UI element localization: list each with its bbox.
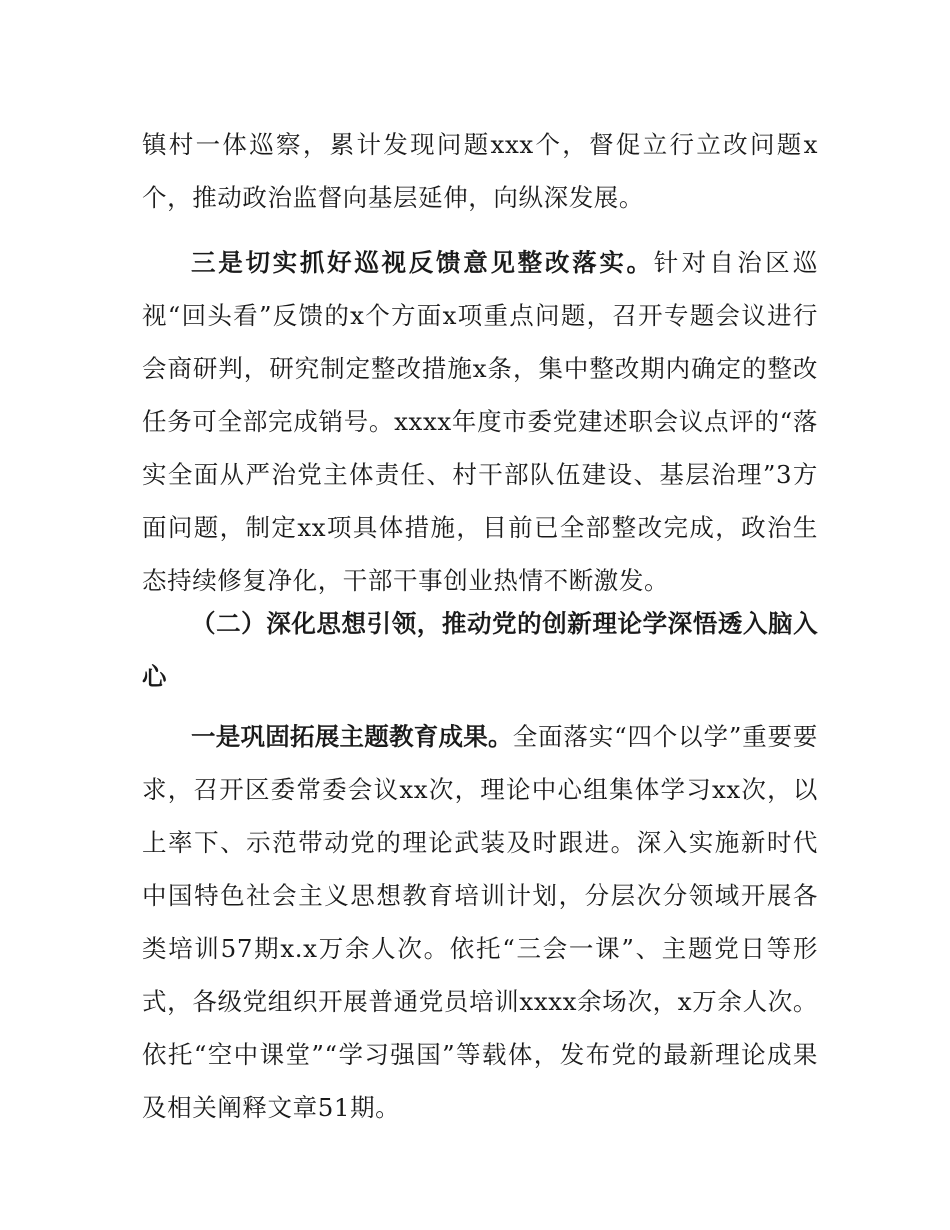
section-heading-text: （二）深化思想引领，推动党的创新理论学深悟透入脑入心	[142, 609, 818, 691]
paragraph-body: 镇村一体巡察，累计发现问题xxx个，督促立行立改问题x个，推动政治监督向基层延伸，向纵深发展。	[142, 130, 818, 212]
paragraph-theme-education	[142, 710, 818, 1134]
section-heading	[142, 597, 818, 703]
paragraph-body: 全面落实“四个以学”重要要求，召开区委常委会议xx次，理论中心组集体学习xx次，以上率下、示范带动党的理论武装及时跟进。深入实施新时代中国特色社会主义思想教育培训计划，分层次分领域开展各类培训57期x.x万余人次。依托“三会一课”、主题党日等形式，各级党组织开展普通党员培训xxxx余场次，x万余人次。依托“空中课堂”“学习强国”等载体，发布党的最新理论成果及相关阐释文章51期。	[142, 722, 818, 1122]
paragraph-body: 针对自治区巡视“回头看”反馈的x个方面x项重点问题，召开专题会议进行会商研判，研究制定整改措施x条，集中整改期内确定的整改任务可全部完成销号。xxxx年度市委党建述职会议点评的“落实全面从严治党主体责任、村干部队伍建设、基层治理”3方面问题，制定xx项具体措施，目前已全部整改完成，政治生态持续修复净化，干部干事创业热情不断激发。	[142, 248, 818, 595]
paragraph-continuation	[142, 118, 818, 224]
paragraph-rectification	[142, 236, 818, 607]
paragraph-lead: 一是巩固拓展主题教育成果。	[191, 722, 513, 751]
paragraph-lead: 三是切实抓好巡视反馈意见整改落实。	[191, 248, 654, 277]
